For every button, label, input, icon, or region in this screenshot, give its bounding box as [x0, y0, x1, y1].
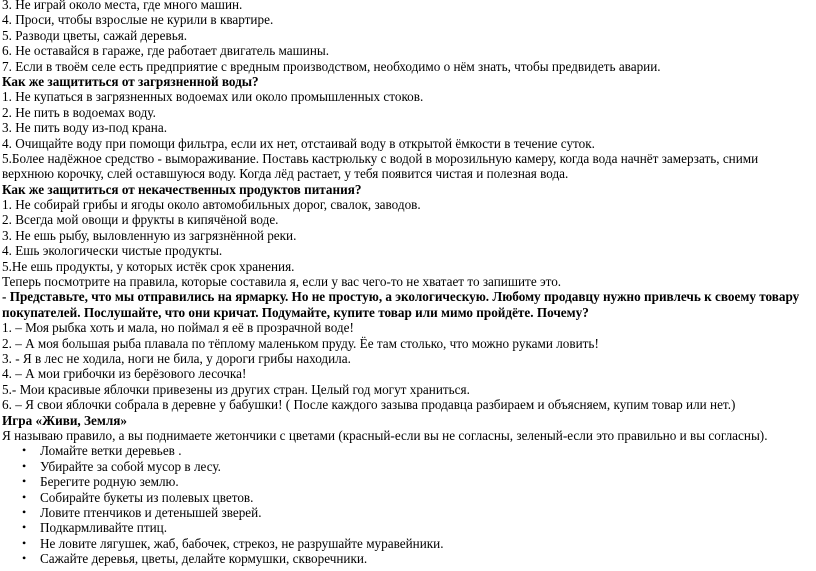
list-item-continuation: верхнюю корочку, слей оставшуюся воду. Когда лёд растает, у тебя появится чистая и полезная вода.	[2, 166, 569, 182]
list-item: 1. Не собирай грибы и ягоды около автомобильных дорог, свалок, заводов.	[2, 197, 421, 213]
list-item	[2, 443, 814, 458]
fair-intro-continuation: покупателей. Послушайте, что они кричат. Подумайте, купите товар или мимо пройдёте. Почему?	[2, 304, 589, 320]
rules-note: Теперь посмотрите на правила, которые составила я, если у вас чего-то не хватает то запишите это.	[2, 274, 562, 290]
game-rules-list	[2, 443, 814, 566]
bullet-icon: •	[22, 551, 27, 566]
list-item: 5.Более надёжное средство - вымораживание. Поставь кастрюльку с водой в морозильную камеру, когда вода начнёт замерзать, сними	[2, 150, 759, 166]
list-item	[2, 474, 814, 489]
document-page	[2, 0, 814, 566]
seller-line: 2. – А моя большая рыба плавала по тёплому маленьком пруду. Ёе там столько, что можно руками ловить!	[2, 335, 599, 351]
seller-line: 6. – Я свои яблочки собрала в деревне у бабушки! ( После каждого зазыва продавца разбираем и объясняем, купим товар или нет.)	[2, 397, 736, 413]
list-item: 3. Не ешь рыбу, выловленную из загрязнённой реки.	[2, 227, 297, 243]
list-item: 2. Всегда мой овощи и фрукты в кипячёной воде.	[2, 212, 279, 228]
list-item	[2, 551, 814, 566]
list-item: 3. Не играй около места, где много машин.	[2, 0, 243, 12]
bullet-icon: •	[22, 504, 27, 519]
bullet-icon: •	[22, 458, 27, 473]
list-item: 7. Если в твоём селе есть предприятие с вредным производством, необходимо о нём знать, чтобы предвидеть аварии.	[2, 58, 661, 74]
list-item: 1. Не купаться в загрязненных водоемах или около промышленных стоков.	[2, 89, 424, 105]
list-item: 2. Не пить в водоемах воду.	[2, 104, 156, 120]
game-intro: Я называю правило, а вы поднимаете жетончики с цветами (красный-если вы не согласны, зеленый-если это правильно и вы согласны).	[2, 427, 768, 443]
list-item-text: Не ловите лягушек, жаб, бабочек, стрекоз, не разрушайте муравейники.	[40, 535, 444, 551]
list-item-text: Ловите птенчиков и детенышей зверей.	[40, 504, 262, 520]
fair-intro: - Представьте, что мы отправились на ярмарку. Но не простую, а экологическую. Любому продавцу нужно привлечь к своему товару	[2, 289, 800, 305]
seller-line: 4. – А мои грибочки из берёзового лесочка!	[2, 366, 247, 382]
list-item	[2, 520, 814, 535]
list-item: 3. Не пить воду из-под крана.	[2, 120, 167, 136]
list-item-text: Берегите родную землю.	[40, 474, 179, 490]
list-item-text: Подкармливайте птиц.	[40, 520, 167, 536]
list-item: 4. Очищайте воду при помощи фильтра, если их нет, отстаивай воду в открытой ёмкости в течение суток.	[2, 135, 595, 151]
list-item-text: Собирайте букеты из полевых цветов.	[40, 489, 254, 505]
seller-line: 1. – Моя рыбка хоть и мала, но поймал я её в прозрачной воде!	[2, 320, 354, 336]
list-item: 5.Не ешь продукты, у которых истёк срок хранения.	[2, 258, 295, 274]
bullet-icon: •	[22, 474, 27, 489]
seller-line: 5.- Мои красивые яблочки привезены из других стран. Целый год могут храниться.	[2, 381, 470, 397]
list-item-text: Ломайте ветки деревьев .	[40, 443, 182, 459]
list-item: 4. Ешь экологически чистые продукты.	[2, 243, 223, 259]
list-item: 4. Проси, чтобы взрослые не курили в квартире.	[2, 12, 274, 28]
list-item	[2, 459, 814, 474]
list-item-text: Убирайте за собой мусор в лесу.	[40, 458, 221, 474]
bullet-icon: •	[22, 520, 27, 535]
bullet-icon: •	[22, 443, 27, 458]
seller-line: 3. - Я в лес не ходила, ноги не била, у дороги грибы находила.	[2, 350, 351, 366]
water-heading: Как же защититься от загрязненной воды?	[2, 73, 259, 89]
bullet-icon: •	[22, 489, 27, 504]
food-heading: Как же защититься от некачественных продуктов питания?	[2, 181, 362, 197]
list-item: 5. Разводи цветы, сажай деревья.	[2, 27, 188, 43]
list-item	[2, 505, 814, 520]
list-item-text: Сажайте деревья, цветы, делайте кормушки, скворечники.	[40, 551, 368, 567]
list-item	[2, 490, 814, 505]
list-item	[2, 536, 814, 551]
list-item: 6. Не оставайся в гараже, где работает двигатель машины.	[2, 43, 330, 59]
bullet-icon: •	[22, 535, 27, 550]
game-heading: Игра «Живи, Земля»	[2, 412, 127, 428]
